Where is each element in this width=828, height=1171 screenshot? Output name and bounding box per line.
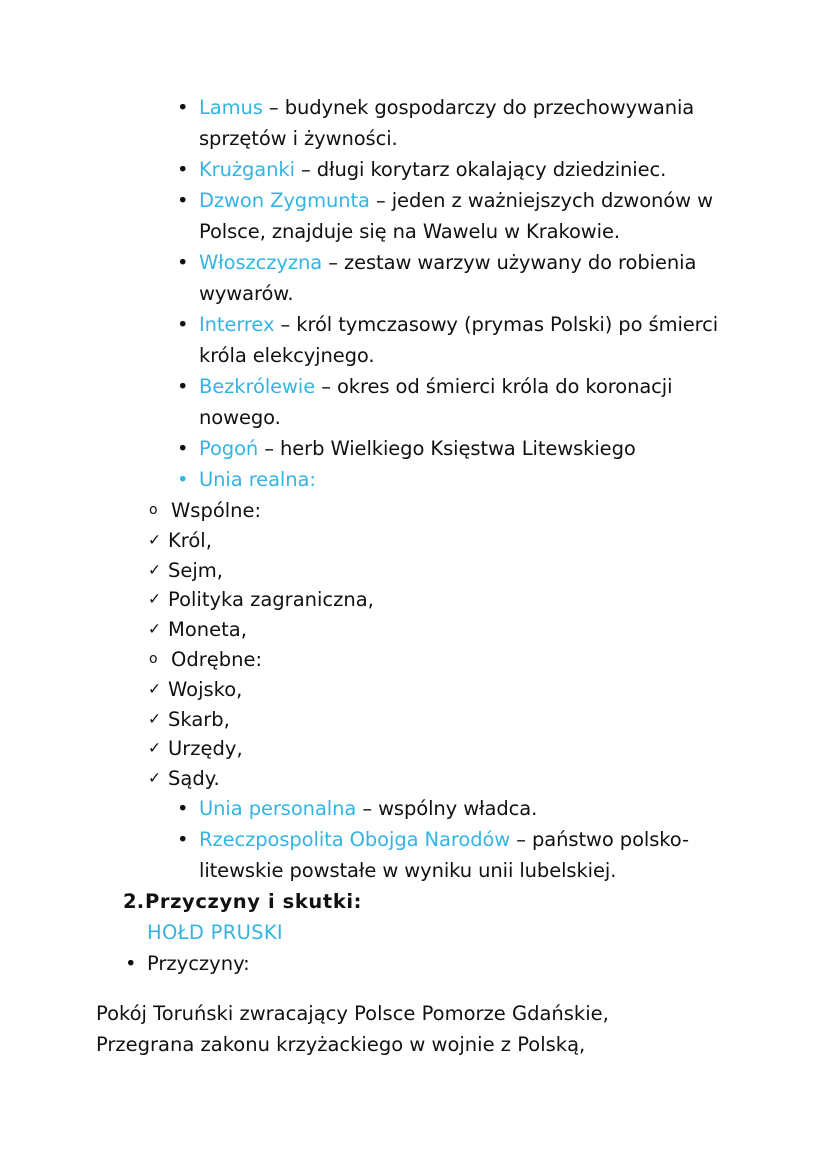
- glossary-dash: –: [322, 251, 344, 274]
- bullet-icon: •: [177, 158, 189, 181]
- glossary-dash: –: [274, 313, 297, 336]
- checklist-item: [148, 585, 746, 615]
- checklist-label: Król,: [168, 529, 212, 552]
- section-number: 2.: [123, 890, 145, 913]
- sublist-heading: Wspólne:: [171, 499, 262, 522]
- glossary-term: Dzwon Zygmunta: [199, 189, 370, 212]
- check-icon: ✓: [148, 768, 161, 787]
- bullet-icon: •: [177, 251, 189, 274]
- glossary-term: Rzeczpospolita Obojga Narodów: [199, 828, 511, 851]
- section-title: Przyczyny i skutki:: [145, 890, 363, 913]
- glossary-dash: –: [258, 437, 281, 460]
- checklist-label: Skarb,: [168, 707, 230, 731]
- list-item: [175, 793, 746, 824]
- glossary-dash: –: [356, 797, 379, 820]
- check-icon: ✓: [148, 560, 161, 579]
- sublist-heading-row: [149, 644, 746, 675]
- list-item-unia-realna: [175, 464, 746, 495]
- causes-line-1: Pokój Toruński zwracający Polsce Pomorze Gdańskie,: [96, 1002, 609, 1025]
- section-heading: [123, 886, 746, 917]
- glossary-dash: –: [262, 96, 285, 119]
- causes-list: [125, 948, 746, 979]
- section-subheading: HOŁD PRUSKI: [147, 921, 283, 944]
- checklist-label: Wojsko,: [168, 678, 243, 701]
- check-icon: ✓: [148, 709, 161, 728]
- glossary-list: [175, 92, 746, 495]
- note-content: [96, 92, 746, 1060]
- glossary-term: Lamus: [199, 96, 263, 119]
- list-item: [175, 92, 746, 154]
- glossary-definition: wspólny władca.: [378, 797, 538, 820]
- glossary-list-tail: [175, 793, 746, 886]
- check-icon: ✓: [148, 531, 161, 549]
- check-icon: ✓: [148, 590, 161, 608]
- sublist-heading-row: [149, 495, 746, 526]
- bullet-icon: •: [177, 797, 189, 820]
- glossary-definition: król tymczasowy (prymas Polski) po śmierci króla elekcyjnego.: [199, 313, 719, 367]
- causes-label: Przyczyny:: [147, 952, 250, 975]
- check-icon: ✓: [148, 619, 161, 638]
- checklist-label: Moneta,: [168, 617, 247, 641]
- bullet-icon: •: [125, 952, 137, 975]
- causes-paragraph: [96, 998, 746, 1060]
- checklist-item: [148, 705, 746, 735]
- glossary-dash: –: [510, 828, 533, 851]
- glossary-term: Włoszczyzna: [199, 251, 323, 274]
- bullet-icon: •: [177, 313, 189, 336]
- checklist-label: Sejm,: [168, 558, 223, 582]
- glossary-definition: zestaw warzyw używany do robienia wywarów.: [199, 251, 697, 305]
- glossary-dash: –: [369, 189, 392, 212]
- checklist-label: Urzędy,: [168, 737, 243, 760]
- list-item: [175, 185, 746, 247]
- hollow-bullet-icon: o: [149, 651, 158, 667]
- glossary-term: Pogoń: [199, 437, 259, 460]
- check-icon: ✓: [148, 739, 161, 757]
- checklist-label: Polityka zagraniczna,: [168, 588, 374, 611]
- checklist-item: [148, 526, 746, 556]
- bullet-icon: •: [177, 468, 189, 491]
- glossary-dash: –: [294, 158, 317, 181]
- glossary-term: Bezkrólewie: [199, 375, 316, 398]
- checklist-item: [148, 615, 746, 645]
- list-item-przyczyny: [125, 948, 746, 979]
- glossary-definition: budynek gospodarczy do przechowywania sprzętów i żywności.: [199, 96, 695, 150]
- bullet-icon: •: [177, 437, 189, 460]
- odrebne-items: [148, 675, 746, 793]
- bullet-icon: •: [177, 828, 189, 851]
- checklist-item: [148, 556, 746, 586]
- unia-realna-label: Unia realna:: [199, 468, 316, 491]
- glossary-definition: jeden z ważniejszych dzwonów w Polsce, znajduje się na Wawelu w Krakowie.: [199, 189, 713, 243]
- list-item: [175, 154, 746, 185]
- unia-realna-group-wspolne: [149, 495, 746, 526]
- list-item: [175, 824, 746, 886]
- glossary-term: Interrex: [199, 313, 275, 336]
- list-item: [175, 309, 746, 371]
- wspolne-items: [148, 526, 746, 644]
- bullet-icon: •: [177, 189, 189, 212]
- glossary-term: Unia personalna: [199, 797, 357, 820]
- glossary-definition: herb Wielkiego Księstwa Litewskiego: [280, 437, 636, 460]
- glossary-definition: okres od śmierci króla do koronacji nowego.: [199, 375, 673, 429]
- bullet-icon: •: [177, 375, 189, 398]
- glossary-definition: długi korytarz okalający dziedziniec.: [316, 158, 667, 181]
- glossary-dash: –: [315, 375, 337, 398]
- list-item: [175, 371, 746, 433]
- hollow-bullet-icon: o: [149, 502, 158, 518]
- sublist-heading: Odrębne:: [171, 648, 263, 671]
- unia-realna-group-odrebne: [149, 644, 746, 675]
- checklist-item: [148, 675, 746, 705]
- glossary-term: Krużganki: [199, 158, 295, 181]
- checklist-item: [148, 764, 746, 794]
- bullet-icon: •: [177, 96, 189, 119]
- glossary-definition: państwo polsko-litewskie powstałe w wyniku unii lubelskiej.: [199, 828, 689, 882]
- checklist-item: [148, 734, 746, 764]
- checklist-label: Sądy.: [168, 766, 220, 790]
- check-icon: ✓: [148, 680, 161, 698]
- list-item: [175, 247, 746, 309]
- causes-line-2: Przegrana zakonu krzyżackiego w wojnie z Polską,: [96, 1033, 586, 1056]
- list-item: [175, 433, 746, 464]
